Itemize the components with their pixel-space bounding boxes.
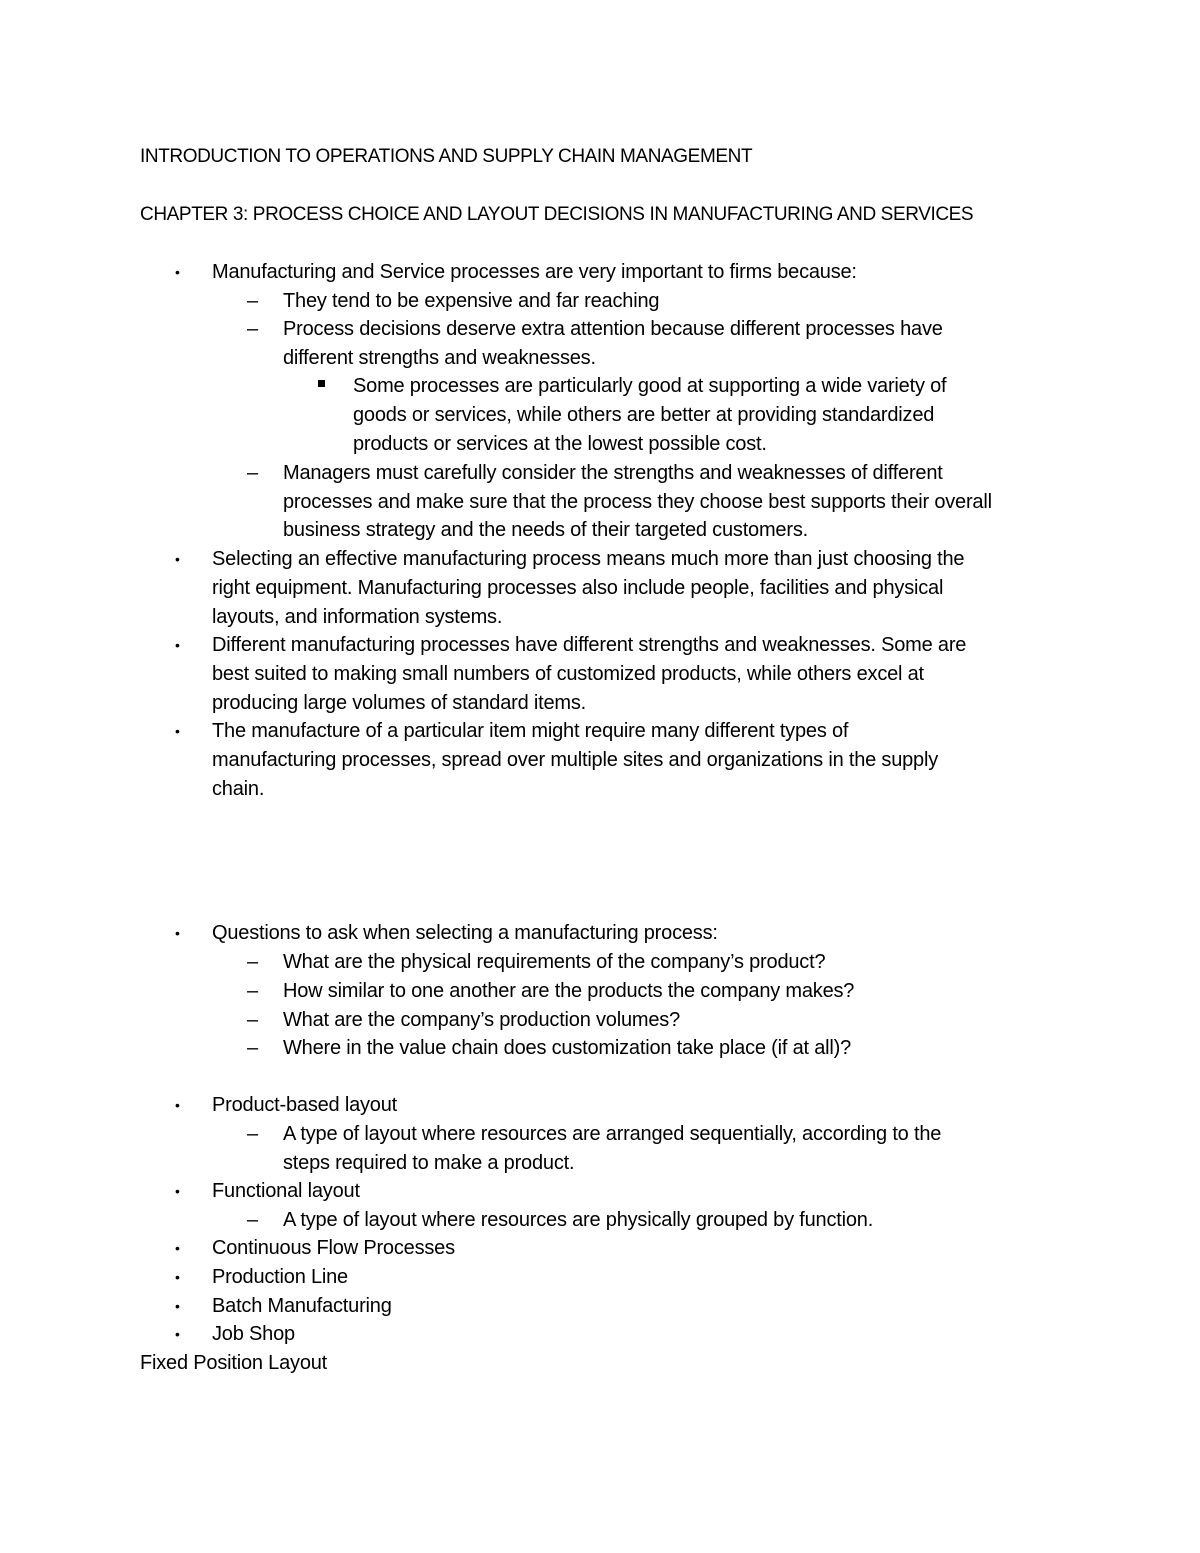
bullet-text-continued: manufacturing processes, spread over multiple sites and organizations in the supply	[212, 749, 939, 771]
bullet-text: Different manufacturing processes have different strengths and weaknesses. Some are	[212, 634, 967, 656]
bullet-text: Functional layout	[212, 1180, 360, 1202]
bullet-marker: •	[175, 1097, 180, 1113]
bullet-text: Selecting an effective manufacturing process means much more than just choosing the	[212, 548, 965, 570]
square-bullet-icon	[318, 380, 325, 387]
subbullet-text-continued: products or services at the lowest possible cost.	[353, 433, 767, 455]
dash-marker: –	[247, 462, 259, 484]
bullet-marker: •	[175, 264, 180, 280]
dash-text-continued: business strategy and the needs of their targeted customers.	[283, 519, 808, 541]
bullet-text: The manufacture of a particular item might require many different types of	[212, 720, 849, 742]
bullet-marker: •	[175, 1298, 180, 1314]
bullet-text: Production Line	[212, 1266, 348, 1288]
plain-text: Fixed Position Layout	[140, 1352, 328, 1374]
bullet-text: Questions to ask when selecting a manufacturing process:	[212, 922, 718, 944]
dash-text-continued: processes and make sure that the process they choose best supports their overall	[283, 491, 992, 513]
subbullet-text-continued: goods or services, while others are better at providing standardized	[353, 404, 935, 426]
bullet-text-continued: layouts, and information systems.	[212, 606, 503, 628]
bullet-text-continued: producing large volumes of standard items.	[212, 692, 587, 714]
dash-text: Where in the value chain does customization take place (if at all)?	[283, 1037, 852, 1059]
bullet-marker: •	[175, 551, 180, 567]
dash-text: A type of layout where resources are arranged sequentially, according to the	[283, 1123, 942, 1145]
dash-text: A type of layout where resources are physically grouped by function.	[283, 1209, 874, 1231]
bullet-marker: •	[175, 723, 180, 739]
bullet-marker: •	[175, 1269, 180, 1285]
subbullet-text: Some processes are particularly good at supporting a wide variety of	[353, 375, 947, 397]
bullet-text-continued: right equipment. Manufacturing processes also include people, facilities and physical	[212, 577, 944, 599]
dash-text: Process decisions deserve extra attention because different processes have	[283, 318, 943, 340]
dash-marker: –	[247, 1037, 259, 1059]
dash-marker: –	[247, 318, 259, 340]
dash-marker: –	[247, 1209, 259, 1231]
bullet-text: Continuous Flow Processes	[212, 1237, 455, 1259]
document-title: INTRODUCTION TO OPERATIONS AND SUPPLY CHAIN MANAGEMENT	[140, 146, 753, 167]
dash-text: Managers must carefully consider the strengths and weaknesses of different	[283, 462, 943, 484]
bullet-marker: •	[175, 925, 180, 941]
dash-marker: –	[247, 290, 259, 312]
dash-text: They tend to be expensive and far reaching	[283, 290, 660, 312]
dash-marker: –	[247, 1009, 259, 1031]
dash-marker: –	[247, 1123, 259, 1145]
bullet-text: Batch Manufacturing	[212, 1295, 392, 1317]
dash-marker: –	[247, 951, 259, 973]
dash-text: How similar to one another are the products the company makes?	[283, 980, 855, 1002]
bullet-text: Manufacturing and Service processes are very important to firms because:	[212, 261, 857, 283]
dash-text: What are the company’s production volumes?	[283, 1009, 681, 1031]
dash-text-continued: different strengths and weaknesses.	[283, 347, 596, 369]
bullet-marker: •	[175, 637, 180, 653]
bullet-marker: •	[175, 1326, 180, 1342]
dash-text: What are the physical requirements of the company’s product?	[283, 951, 826, 973]
bullet-text-continued: chain.	[212, 778, 265, 800]
bullet-text-continued: best suited to making small numbers of customized products, while others excel at	[212, 663, 924, 685]
chapter-heading: CHAPTER 3: PROCESS CHOICE AND LAYOUT DECISIONS IN MANUFACTURING AND SERVICES	[140, 204, 974, 225]
bullet-text: Product-based layout	[212, 1094, 398, 1116]
bullet-marker: •	[175, 1183, 180, 1199]
dash-marker: –	[247, 980, 259, 1002]
dash-text-continued: steps required to make a product.	[283, 1152, 575, 1174]
bullet-marker: •	[175, 1240, 180, 1256]
bullet-text: Job Shop	[212, 1323, 295, 1345]
